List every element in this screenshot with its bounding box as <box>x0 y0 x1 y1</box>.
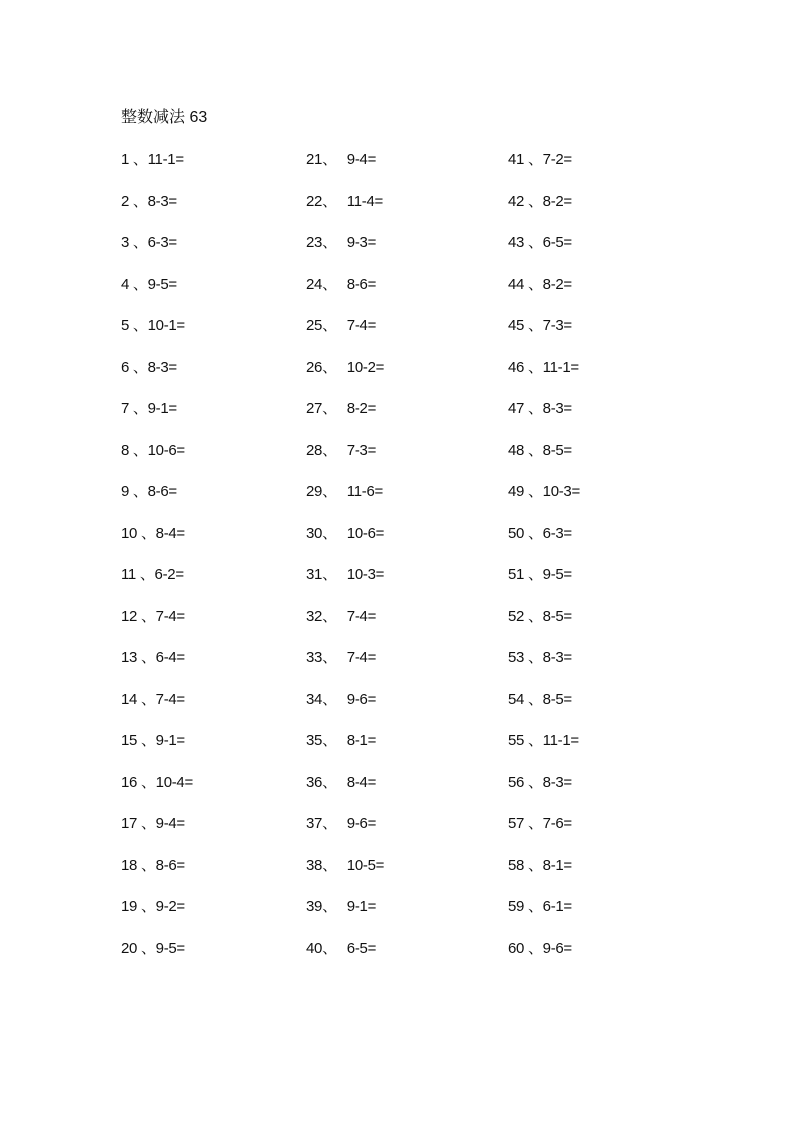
problem-text: 54 、8-5= <box>508 690 572 708</box>
problem-item <box>121 524 321 566</box>
problem-text: 52 、8-5= <box>508 607 572 625</box>
problem-text: 16 、10-4= <box>121 773 193 791</box>
problem-text: 10 、8-4= <box>121 524 185 542</box>
problem-text: 2 、8-3= <box>121 192 177 210</box>
problem-expression: 7-4= <box>346 317 377 334</box>
problem-expression: 8-1= <box>346 732 377 749</box>
problem-item <box>306 233 506 275</box>
problem-expression: 9-1= <box>346 898 377 915</box>
problem-item <box>306 316 506 358</box>
problem-expression: 11-6= <box>346 483 383 500</box>
problem-text: 33、 <box>306 649 337 666</box>
problem-item <box>121 565 321 607</box>
problem-item <box>306 524 506 566</box>
problem-expression: 7-4= <box>346 607 377 625</box>
problem-text: 42 、8-2= <box>508 192 572 210</box>
problem-text: 48 、8-5= <box>508 441 572 459</box>
problem-item <box>121 399 321 441</box>
problem-item <box>306 565 506 607</box>
problem-item <box>508 773 708 815</box>
problem-text: 47 、8-3= <box>508 400 572 417</box>
problem-expression: 8-4= <box>346 773 377 791</box>
problem-expression: 8-2= <box>346 400 377 417</box>
problem-item <box>508 731 708 773</box>
problem-expression: 8-6= <box>346 275 377 293</box>
page-title: 整数减法 63 <box>121 109 208 126</box>
problem-item <box>121 192 321 234</box>
problem-text: 3 、6-3= <box>121 234 177 251</box>
problem-item <box>306 482 506 524</box>
problem-expression: 7-4= <box>346 649 377 666</box>
problem-text: 6 、8-3= <box>121 358 177 376</box>
problem-item <box>508 856 708 898</box>
problem-item <box>508 192 708 234</box>
problem-item <box>508 897 708 939</box>
problem-text: 44 、8-2= <box>508 275 572 293</box>
problem-item <box>121 939 321 981</box>
problem-expression: 10-2= <box>346 358 385 376</box>
problem-item <box>508 316 708 358</box>
problem-item <box>508 648 708 690</box>
problem-text: 46 、11-1= <box>508 358 579 376</box>
problem-item <box>306 399 506 441</box>
problem-expression: 11-4= <box>346 192 383 210</box>
problem-text: 26、 <box>306 358 337 376</box>
problem-text: 9 、8-6= <box>121 483 177 500</box>
problem-column-2 <box>306 150 506 980</box>
problem-text: 36、 <box>306 773 337 791</box>
problem-item <box>306 773 506 815</box>
problem-item <box>121 773 321 815</box>
problem-expression: 9-3= <box>346 234 377 251</box>
problem-column-1 <box>121 150 321 980</box>
problem-item <box>306 814 506 856</box>
problem-text: 13 、6-4= <box>121 649 185 666</box>
problem-item <box>121 814 321 856</box>
problem-item <box>121 731 321 773</box>
problem-text: 49 、10-3= <box>508 483 580 500</box>
problem-item <box>508 524 708 566</box>
problem-item <box>306 358 506 400</box>
problem-item <box>121 482 321 524</box>
problem-item <box>121 607 321 649</box>
problem-text: 22、 <box>306 192 337 210</box>
problem-item <box>508 275 708 317</box>
problem-text: 20 、9-5= <box>121 939 185 957</box>
problem-text: 14 、7-4= <box>121 690 185 708</box>
problem-text: 39、 <box>306 898 337 915</box>
problem-item <box>306 150 506 192</box>
problem-text: 29、 <box>306 483 337 500</box>
problem-item <box>508 482 708 524</box>
problem-item <box>306 731 506 773</box>
problem-text: 38、 <box>306 856 337 874</box>
problem-item <box>508 690 708 732</box>
problem-expression: 7-3= <box>346 441 377 459</box>
problem-item <box>306 690 506 732</box>
problem-text: 24、 <box>306 275 337 293</box>
problem-text: 25、 <box>306 317 337 334</box>
problem-item <box>508 607 708 649</box>
problem-expression: 9-6= <box>346 690 377 708</box>
problem-item <box>306 856 506 898</box>
problem-column-3 <box>508 150 708 980</box>
problem-text: 19 、9-2= <box>121 898 185 915</box>
problem-item <box>508 233 708 275</box>
problem-text: 34、 <box>306 690 337 708</box>
problem-text: 8 、10-6= <box>121 441 185 459</box>
problem-item <box>508 565 708 607</box>
problem-item <box>121 897 321 939</box>
problem-expression: 6-5= <box>346 939 377 957</box>
problem-item <box>306 939 506 981</box>
problem-text: 45 、7-3= <box>508 317 572 334</box>
problem-item <box>121 358 321 400</box>
problem-item <box>121 856 321 898</box>
problem-text: 55 、11-1= <box>508 732 579 749</box>
problem-item <box>121 233 321 275</box>
problem-text: 4 、9-5= <box>121 275 177 293</box>
problem-item <box>121 150 321 192</box>
problem-text: 53 、8-3= <box>508 649 572 666</box>
problem-text: 56 、8-3= <box>508 773 572 791</box>
problem-item <box>306 441 506 483</box>
problem-text: 7 、9-1= <box>121 400 177 417</box>
problem-item <box>306 607 506 649</box>
problem-text: 37、 <box>306 815 337 832</box>
problem-text: 17 、9-4= <box>121 815 185 832</box>
problem-text: 28、 <box>306 441 337 459</box>
problem-item <box>508 441 708 483</box>
problem-expression: 9-4= <box>346 151 377 168</box>
problem-item <box>121 316 321 358</box>
problem-item <box>121 690 321 732</box>
problem-item <box>508 399 708 441</box>
problem-text: 12 、7-4= <box>121 607 185 625</box>
problem-expression: 10-5= <box>346 856 385 874</box>
problem-expression: 10-3= <box>346 566 385 583</box>
problem-item <box>121 648 321 690</box>
problem-text: 27、 <box>306 400 337 417</box>
problem-text: 57 、7-6= <box>508 815 572 832</box>
problem-text: 51 、9-5= <box>508 566 572 583</box>
problem-item <box>508 150 708 192</box>
problem-text: 5 、10-1= <box>121 317 185 334</box>
problem-item <box>508 814 708 856</box>
problem-text: 18 、8-6= <box>121 856 185 874</box>
problem-item <box>306 275 506 317</box>
problem-item <box>508 358 708 400</box>
problem-item <box>121 275 321 317</box>
problem-expression: 9-6= <box>346 815 377 832</box>
problem-text: 23、 <box>306 234 337 251</box>
problem-item <box>306 897 506 939</box>
problem-item <box>121 441 321 483</box>
problem-text: 31、 <box>306 566 337 583</box>
problem-expression: 10-6= <box>346 524 385 542</box>
problem-item <box>508 939 708 981</box>
problem-text: 43 、6-5= <box>508 234 572 251</box>
problem-item <box>306 648 506 690</box>
problem-text: 11 、6-2= <box>121 566 184 583</box>
problem-text: 41 、7-2= <box>508 151 572 168</box>
problem-text: 30、 <box>306 524 337 542</box>
problem-text: 1 、11-1= <box>121 151 184 168</box>
problem-text: 40、 <box>306 939 337 957</box>
problem-text: 21、 <box>306 151 337 168</box>
problem-text: 59 、6-1= <box>508 898 572 915</box>
problem-text: 58 、8-1= <box>508 856 572 874</box>
problem-text: 50 、6-3= <box>508 524 572 542</box>
problem-text: 60 、9-6= <box>508 939 572 957</box>
problem-text: 35、 <box>306 732 337 749</box>
problem-item <box>306 192 506 234</box>
problem-text: 15 、9-1= <box>121 732 185 749</box>
problem-text: 32、 <box>306 607 337 625</box>
